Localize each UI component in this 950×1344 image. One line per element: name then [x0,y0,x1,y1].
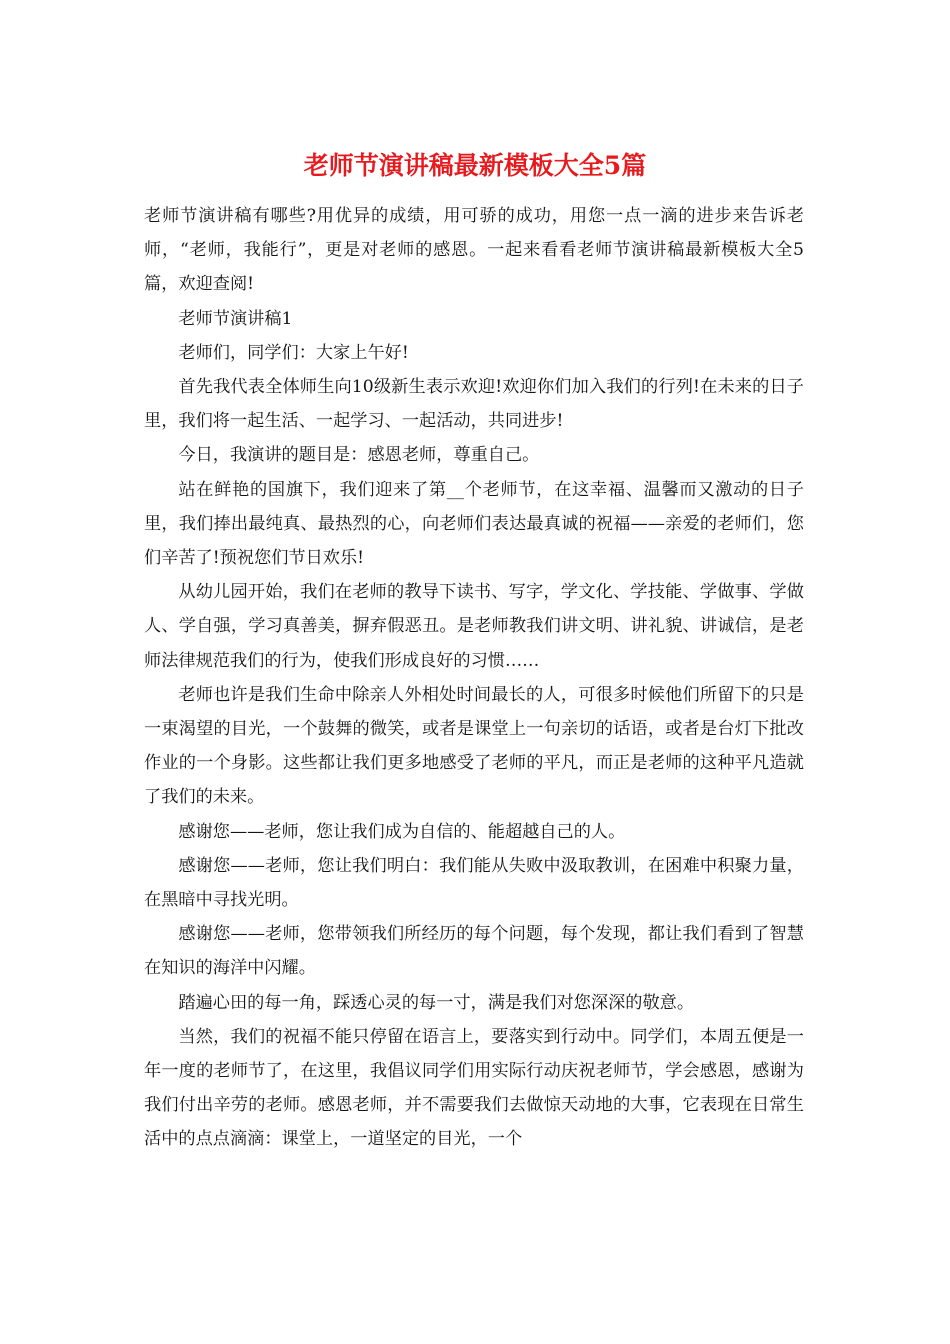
body-paragraph: 感谢您——老师，您带领我们所经历的每个问题，每个发现，都让我们看到了智慧在知识的海洋中闪耀。 [144,924,804,979]
document-title: 老师节演讲稿最新模板大全5篇 [303,151,647,180]
intro-paragraph: 老师节演讲稿有哪些?用优异的成绩，用可骄的成功，用您一点一滴的进步来告诉老师，“老师，我能行”，更是对老师的感恩。一起来看看老师节演讲稿最新模板大全5篇，欢迎查阅! [144,206,804,295]
body-paragraph: 站在鲜艳的国旗下，我们迎来了第__个老师节，在这幸福、温馨而又激动的日子里，我们捧出最纯真、最热烈的心，向老师们表达最真诚的祝福——亲爱的老师们，您们辛苦了!预祝您们节日欢乐! [144,479,804,569]
document-body [144,199,804,1157]
body-paragraph: 首先我代表全体师生向10级新生表示欢迎!欢迎你们加入我们的行列!在未来的日子里，我们将一起生活、一起学习、一起活动，共同进步! [144,377,804,432]
body-paragraph: 从幼儿园开始，我们在老师的教导下读书、写字，学文化、学技能、学做事、学做人、学自强，学习真善美，摒弃假恶丑。是老师教我们讲文明、讲礼貌、讲诚信，是老师法律规范我们的行为，使我们形成良好的习惯…… [144,582,804,671]
body-paragraph: 当然，我们的祝福不能只停留在语言上，要落实到行动中。同学们，本周五便是一年一度的老师节了，在这里，我倡议同学们用实际行动庆祝老师节，学会感恩，感谢为我们付出辛劳的老师。感恩老师，并不需要我们去做惊天动地的大事，它表现在日常生活中的点点滴滴：课堂上，一道坚定的目光，一个 [144,1026,804,1150]
body-paragraph: 今日，我演讲的题目是：感恩老师，尊重自己。 [178,445,540,466]
section-heading: 老师节演讲稿1 [178,308,293,329]
greeting-paragraph: 老师们，同学们：大家上午好! [178,342,409,363]
body-paragraph: 感谢您——老师，您让我们明白：我们能从失败中汲取教训，在困难中积聚力量，在黑暗中寻找光明。 [144,855,804,911]
body-paragraph: 老师也许是我们生命中除亲人外相处时间最长的人，可很多时候他们所留下的只是一束渴望的目光，一个鼓舞的微笑，或者是课堂上一句亲切的话语，或者是台灯下批改作业的一个身影。这些都让我们更多地感受了老师的平凡，而正是老师的这种平凡造就了我们的未来。 [144,684,804,808]
body-paragraph: 踏遍心田的每一角，踩透心灵的每一寸，满是我们对您深深的敬意。 [178,992,695,1013]
body-paragraph: 感谢您——老师，您让我们成为自信的、能超越自己的人。 [178,821,626,842]
